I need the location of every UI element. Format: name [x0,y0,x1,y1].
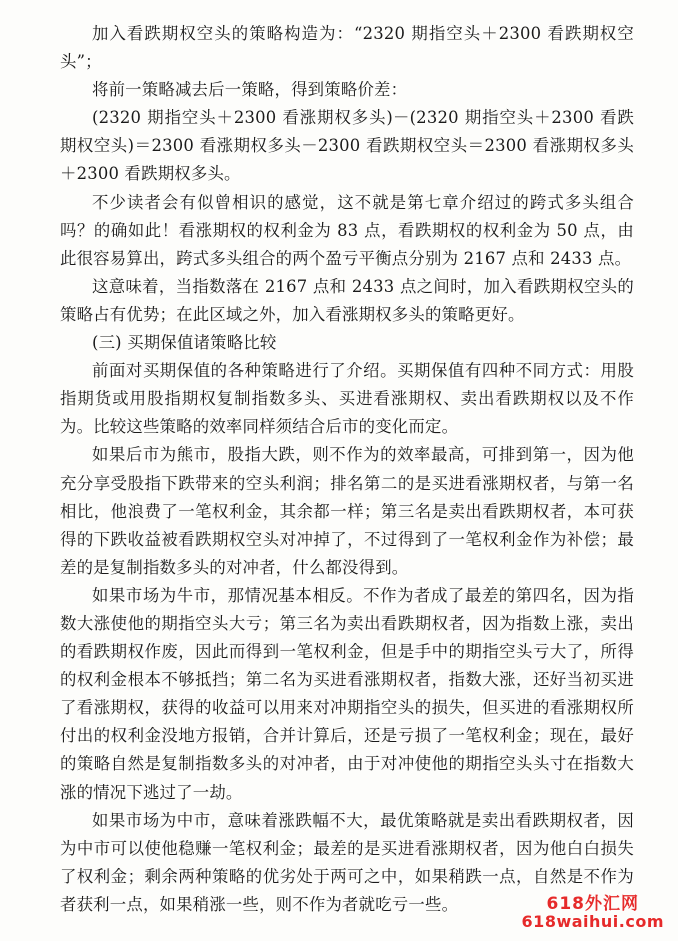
watermark-title: 618外汇网 [546,894,640,915]
paragraph-long-hedge-overview: 前面对买期保值的各种策略进行了介绍。买期保值有四种不同方式：用股指期货或用股指期权复制指数多头、买进看涨期权、卖出看跌期权以及不作为。比较这些策略的效率同样须结合后市的变化而定。 [60,361,634,437]
paragraph-strategy-construction: 加入看跌期权空头的策略构造为：“2320 期指空头＋2300 看跌期权空头”； [60,24,634,72]
watermark-url: 618waihui.com [521,912,664,932]
paragraph-spread-intro: 将前一策略减去后一策略，得到策略价差： [92,80,408,100]
paragraph-straddle: 不少读者会有似曾相识的感觉，这不就是第七章介绍过的跨式多头组合吗？的确如此！看涨期权的权利金为 83 点，看跌期权的权利金为 50 点，由此很容易算出，跨式多头组合的两个盈亏平衡点分别为 2167 点和 2433 点。 [60,192,634,268]
section-heading: (三) 买期保值诸策略比较 [92,333,277,353]
paragraph-bull-market: 如果市场为牛市，那情况基本相反。不作为者成了最差的第四名，因为指数大涨使他的期指空头大亏；第三名为卖出看跌期权者，因为指数上涨，卖出的看跌期权作废，因此而得到一笔权利金，但是手中的期指空头亏大了，所得的权利金根本不够抵挡；第二名为买进看涨期权者，指数大涨，还好当初买进了看涨期权，获得的收益可以用来对冲期指空头的损失，但买进的看涨期权所付出的权利金没地方报销，合并计算后，还是亏损了一笔权利金；现在，最好的策略自然是复制指数多头的对冲者，由于对冲使他的期指空头头寸在指数大涨的情况下逃过了一劫。 [60,585,634,802]
paragraph-bear-market: 如果后市为熊市，股指大跌，则不作为的效率最高，可排到第一，因为他充分享受股指下跌带来的空头利润；排名第二的是买进看涨期权者，与第一名相比，他浪费了一笔权利金，其余都一样；第三名是卖出看跌期权者，本可获得的下跌收益被看跌期权空头对冲掉了，不过得到了一笔权利金作为补偿；最差的是复制指数多头的对冲者，什么都没得到。 [60,445,634,577]
site-watermark [522,896,664,931]
paragraph-spread-formula: (2320 期指空头＋2300 看涨期权多头)－(2320 期指空头＋2300 看跌期权空头)＝2300 看涨期权多头－2300 看跌期权空头＝2300 看涨期权多头＋2300 看跌期权多头。 [60,108,634,184]
paragraph-flat-market: 如果市场为中市，意味着涨跌幅不大，最优策略就是卖出看跌期权者，因为中市可以使他稳赚一笔权利金；最差的是买进看涨期权者，因为他白白损失了权利金；剩余两种策略的优劣处于两可之中，如果稍跌一点，自然是不作为者获利一点，如果稍涨一些，则不作为者就吃亏一些。 [60,810,634,914]
paragraph-breakeven-meaning: 这意味着，当指数落在 2167 点和 2433 点之间时，加入看跌期权空头的策略占有优势；在此区域之外，加入看涨期权多头的策略更好。 [60,276,634,324]
body-text [60,20,634,919]
